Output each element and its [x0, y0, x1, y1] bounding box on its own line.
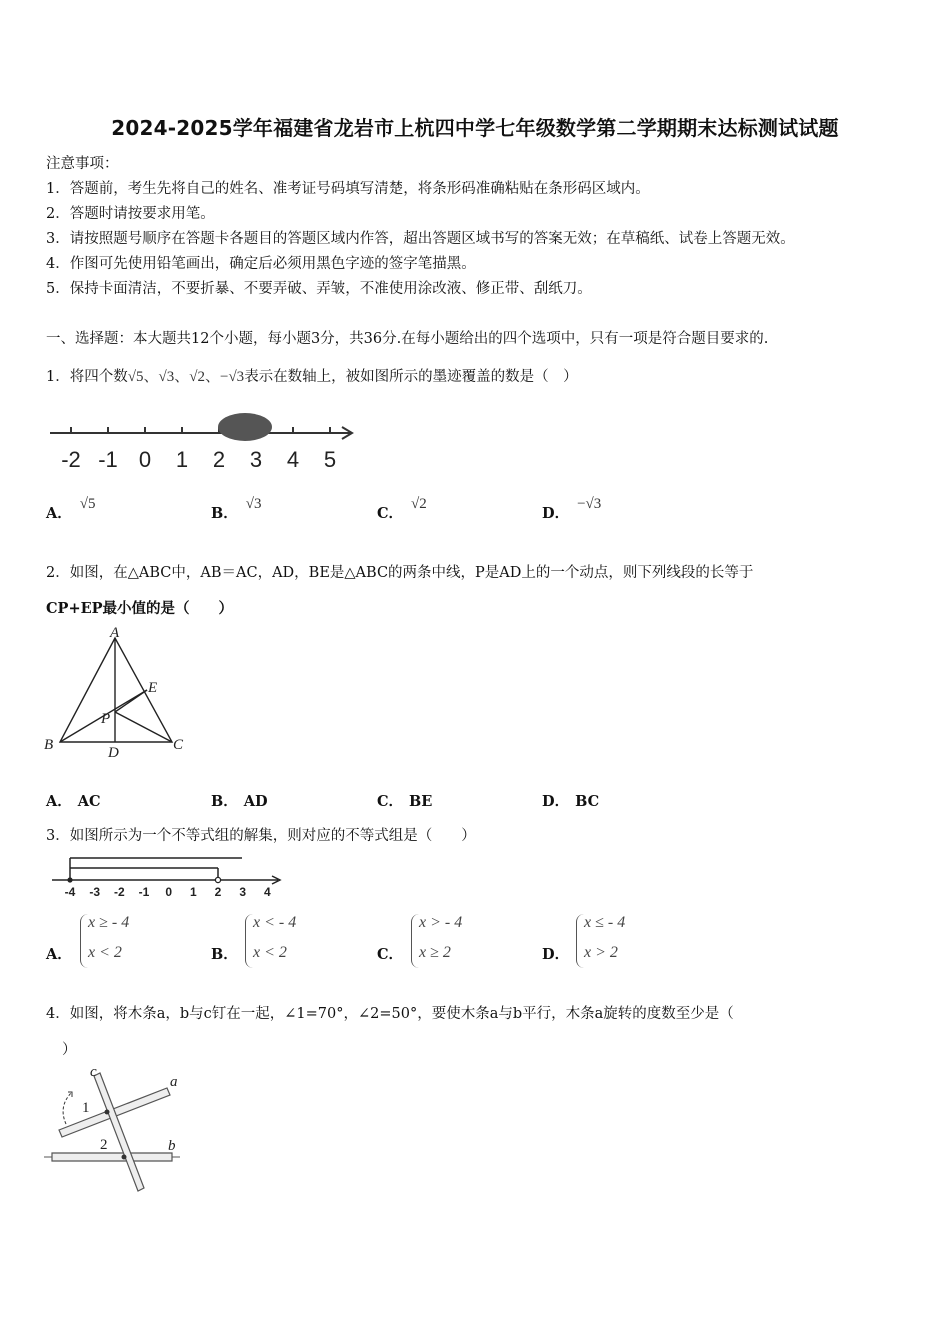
q1-option-b[interactable]	[211, 496, 262, 523]
q2-triangle-figure	[40, 624, 200, 764]
label-a: A	[110, 625, 120, 641]
q1-option-d[interactable]	[542, 496, 602, 523]
q3-option-d-letter[interactable]	[542, 943, 569, 964]
option-value: √3	[245, 496, 262, 512]
page-title: 2024-2025学年福建省龙岩市上杭四中学七年级数学第二学期期末达标测试试题	[111, 116, 839, 140]
angle-1-label: 1	[82, 1100, 90, 1116]
option-letter: A．	[46, 946, 72, 963]
label-e: E	[148, 680, 158, 696]
q2-stem-line2: CP+EP最小值的是（ ）	[46, 600, 234, 617]
tick-label: -2	[113, 885, 125, 899]
q1-sep: 、	[204, 369, 220, 385]
note-item: 4．作图可先使用铅笔画出，确定后必须用黑色字迹的签字笔描黑。	[46, 256, 476, 272]
open-point-2	[215, 877, 220, 882]
option-value: BC	[575, 793, 600, 810]
option-letter: A．	[46, 505, 72, 522]
ink-blot	[218, 413, 272, 441]
tick-label: 2	[212, 447, 226, 472]
option-letter: D．	[542, 505, 570, 522]
q1-num-neg-sqrt3: −√3	[219, 369, 245, 385]
q1-lead: 将四个数	[69, 369, 128, 385]
label-b: b	[168, 1138, 176, 1154]
label-p: P	[101, 711, 111, 727]
section-heading: 一、选择题：本大题共12个小题，每小题3分，共36分.在每小题给出的四个选项中，只有一项是符合题目要求的.	[46, 331, 769, 347]
tick-label: 1	[175, 447, 189, 472]
q3-b-ineq1: x < - 4	[253, 914, 297, 931]
tick-label: 1	[189, 885, 197, 899]
option-letter: B．	[211, 946, 238, 963]
q3-option-a-letter[interactable]	[46, 943, 72, 964]
q1-sep: 、	[174, 369, 190, 385]
q3-b-ineq2: x < 2	[253, 944, 287, 961]
tick-label: -3	[89, 885, 101, 899]
tick-label: -2	[61, 447, 81, 472]
tick-label: -1	[138, 885, 150, 899]
option-value: AD	[243, 793, 268, 810]
q1-num-sqrt5: √5	[127, 369, 144, 385]
q4-text: 如图，将木条a，b与c钉在一起，∠1=70°，∠2=50°，要使木条a与b平行，木条a旋转的度数至少是（	[69, 1006, 734, 1022]
closed-point-minus4	[67, 877, 72, 882]
q2-option-d[interactable]	[542, 790, 599, 811]
q1-number: 1．	[46, 369, 70, 385]
q4-stem-line1	[46, 1002, 734, 1023]
option-value: BE	[409, 793, 433, 810]
tick-label: 3	[249, 447, 263, 472]
note-item: 2．答题时请按要求用笔。	[46, 206, 215, 222]
q3-option-c-letter[interactable]	[377, 943, 403, 964]
q2-text: 如图，在△ABC中，AB＝AC，AD，BE是△ABC的两条中线，P是AD上的一个动点，则下列线段的长等于	[69, 565, 754, 581]
option-letter: A．	[46, 793, 72, 810]
tick-label: -1	[98, 447, 118, 472]
q1-stem	[46, 365, 578, 386]
q3-a-ineq2: x < 2	[88, 944, 122, 961]
note-item: 1．答题前，考生先将自己的姓名、准考证号码填写清楚，将条形码准确粘贴在条形码区域内。	[46, 181, 650, 197]
q2-option-a[interactable]	[46, 790, 101, 811]
q2-option-b[interactable]	[211, 790, 268, 811]
option-value: √5	[79, 496, 96, 512]
tick-label: 2	[214, 885, 222, 899]
q1-number-line-figure	[46, 405, 366, 475]
q3-number: 3．	[46, 828, 70, 844]
label-c: C	[173, 737, 184, 753]
notes-heading: 注意事项：	[46, 156, 119, 172]
q1-tail: 表示在数轴上，被如图所示的墨迹覆盖的数是（ ）	[244, 369, 578, 385]
q4-sticks-figure	[44, 1062, 194, 1196]
q2-stem-line1	[46, 561, 753, 582]
tick-label: 5	[323, 447, 337, 472]
angle-2-label: 2	[100, 1137, 108, 1153]
q3-option-b-letter[interactable]	[211, 943, 238, 964]
label-c: c	[90, 1064, 97, 1080]
q3-text: 如图所示为一个不等式组的解集，则对应的不等式组是（ ）	[69, 828, 476, 844]
stick-b	[52, 1153, 172, 1161]
tick-label: 0	[138, 447, 152, 472]
option-letter: D．	[542, 946, 570, 963]
tick-label: -4	[64, 885, 76, 899]
q1-option-a[interactable]	[46, 496, 96, 523]
label-a: a	[170, 1074, 178, 1090]
nail-1	[105, 1110, 110, 1115]
q3-c-ineq2: x ≥ 2	[419, 944, 451, 961]
q3-d-ineq2: x > 2	[584, 944, 618, 961]
q1-sep: 、	[143, 369, 159, 385]
tick-label: 4	[286, 447, 300, 472]
q3-c-ineq1: x > - 4	[419, 914, 463, 931]
q3-d-ineq1: x ≤ - 4	[584, 914, 626, 931]
tick-label: 0	[165, 885, 173, 899]
option-value: AC	[77, 793, 101, 810]
q1-num-sqrt2: √2	[189, 369, 205, 385]
rotation-arrow	[63, 1092, 72, 1124]
q1-option-c[interactable]	[377, 496, 427, 523]
option-value: −√3	[577, 496, 602, 512]
note-item: 5．保持卡面清洁，不要折暴、不要弄破、弄皱，不准使用涂改液、修正带、刮纸刀。	[46, 281, 592, 297]
q3-number-line-figure	[50, 852, 290, 900]
q3-axis-labels	[65, 885, 271, 899]
q4-number: 4．	[46, 1006, 70, 1022]
q1-axis-labels	[61, 447, 336, 472]
q3-stem	[46, 824, 476, 845]
note-item: 3．请按照题号顺序在答题卡各题目的答题区域内作答，超出答题区域书写的答案无效；在草稿纸、试卷上答题无效。	[46, 231, 795, 247]
segment-pe	[115, 690, 147, 712]
option-letter: C．	[377, 946, 404, 963]
q1-num-sqrt3: √3	[158, 369, 175, 385]
q4-stem-line2: ）	[62, 1042, 77, 1058]
nail-2	[122, 1155, 127, 1160]
q2-option-c[interactable]	[377, 790, 432, 811]
tick-label: 4	[263, 885, 271, 899]
option-letter: B．	[211, 505, 238, 522]
option-value: √2	[411, 496, 427, 512]
tick-label: 3	[239, 885, 247, 899]
q3-a-ineq1: x ≥ - 4	[88, 914, 130, 931]
option-letter: D．	[542, 793, 570, 810]
label-b: B	[44, 737, 54, 753]
option-letter: C．	[377, 793, 404, 810]
option-letter: B．	[211, 793, 238, 810]
label-d: D	[108, 745, 119, 761]
stick-c	[94, 1073, 144, 1191]
q2-number: 2．	[46, 565, 70, 581]
option-letter: C．	[377, 505, 404, 522]
